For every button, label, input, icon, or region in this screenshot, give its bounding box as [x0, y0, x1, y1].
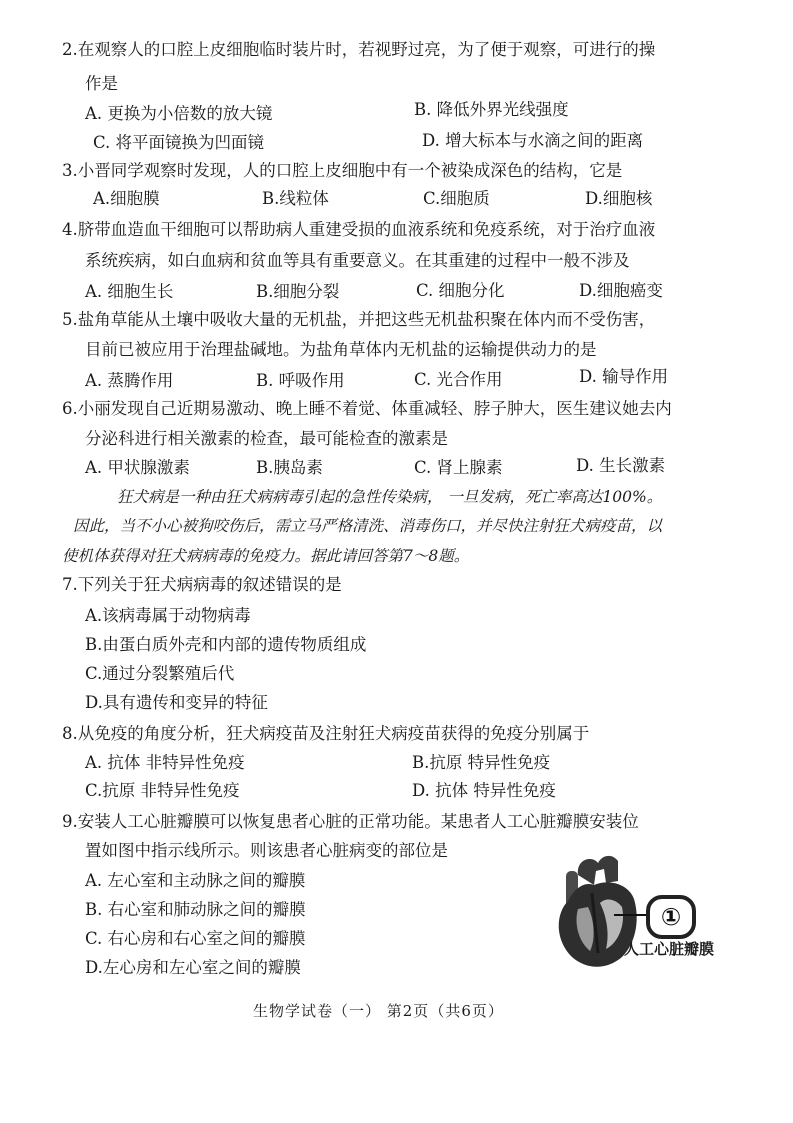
- q5-option-b: B. 呼吸作用: [256, 371, 345, 390]
- q2-option-c: C. 将平面镜换为凹面镜: [93, 133, 265, 152]
- valve-marker-number: ①: [660, 903, 682, 931]
- q3-option-a: A.细胞膜: [93, 189, 160, 208]
- q3-option-c: C.细胞质: [423, 189, 490, 208]
- q9-stem-line1: 9.安装人工心脏瓣膜可以恢复患者心脏的正常功能。某患者人工心脏瓣膜安装位: [62, 812, 639, 831]
- q9-option-d: D.左心房和左心室之间的瓣膜: [85, 958, 301, 977]
- q4-option-a: A. 细胞生长: [85, 282, 174, 301]
- passage-line3: 使机体获得对狂犬病病毒的免疫力。据此请回答第7～8题。: [62, 547, 470, 565]
- q5-option-d: D. 输导作用: [579, 367, 669, 386]
- q6-stem-line1: 6.小丽发现自己近期易激动、晚上睡不着觉、体重减轻、脖子肿大，医生建议她去内: [62, 399, 672, 418]
- q6-stem-line2: 分泌科进行相关激素的检查，最可能检查的激素是: [85, 429, 448, 448]
- q9-option-b: B. 右心室和肺动脉之间的瓣膜: [85, 900, 306, 919]
- q8-stem: 8.从免疫的角度分析，狂犬病疫苗及注射狂犬病疫苗获得的免疫分别属于: [62, 724, 590, 743]
- q2-option-b: B. 降低外界光线强度: [414, 100, 569, 119]
- q6-option-d: D. 生长激素: [576, 456, 666, 475]
- q9-stem-line2: 置如图中指示线所示。则该患者心脏病变的部位是: [85, 841, 448, 860]
- q4-option-d: D.细胞癌变: [579, 281, 663, 300]
- q8-option-d: D. 抗体 特异性免疫: [412, 781, 556, 800]
- q2-option-a: A. 更换为小倍数的放大镜: [85, 104, 273, 123]
- q4-option-c: C. 细胞分化: [416, 281, 505, 300]
- q2-option-d: D. 增大标本与水滴之间的距离: [422, 131, 644, 150]
- q4-option-b: B.细胞分裂: [256, 282, 340, 301]
- q7-option-d: D.具有遗传和变异的特征: [85, 693, 268, 712]
- q3-option-b: B.线粒体: [262, 189, 329, 208]
- q2-stem-line2: 作是: [85, 74, 118, 93]
- q8-option-c: C.抗原 非特异性免疫: [85, 781, 240, 800]
- q5-stem-line1: 5.盐角草能从土壤中吸收大量的无机盐，并把这些无机盐积聚在体内而不受伤害，: [62, 310, 656, 329]
- aorta-shape: [578, 856, 618, 885]
- passage-line1: 狂犬病是一种由狂犬病病毒引起的急性传染病， 一旦发病，死亡率高达100%。: [117, 488, 663, 506]
- q8-option-a: A. 抗体 非特异性免疫: [85, 753, 245, 772]
- q7-stem: 7.下列关于狂犬病病毒的叙述错误的是: [62, 575, 342, 594]
- q3-option-d: D.细胞核: [585, 189, 653, 208]
- q6-option-b: B.胰岛素: [256, 458, 323, 477]
- passage-line2: 因此，当不小心被狗咬伤后，需立马严格清洗、消毒伤口，并尽快注射狂犬病疫苗，以: [73, 517, 663, 535]
- q4-stem-line2: 系统疾病，如白血病和贫血等具有重要意义。在其重建的过程中一般不涉及: [85, 251, 630, 270]
- q9-option-c: C. 右心房和右心室之间的瓣膜: [85, 929, 306, 948]
- q7-option-c: C.通过分裂繁殖后代: [85, 664, 235, 683]
- figure-label: 人工心脏瓣膜: [624, 940, 715, 958]
- q9-option-a: A. 左心室和主动脉之间的瓣膜: [85, 871, 306, 890]
- q3-stem: 3.小晋同学观察时发现，人的口腔上皮细胞中有一个被染成深色的结构，它是: [62, 161, 623, 180]
- q5-option-c: C. 光合作用: [414, 370, 503, 389]
- q6-option-c: C. 肾上腺素: [414, 458, 503, 477]
- page-footer: 生物学试卷（一） 第2页（共6页）: [253, 1002, 504, 1020]
- q8-option-b: B.抗原 特异性免疫: [412, 753, 551, 772]
- q5-stem-line2: 目前已被应用于治理盐碱地。为盐角草体内无机盐的运输提供动力的是: [85, 340, 597, 359]
- q7-option-b: B.由蛋白质外壳和内部的遗传物质组成: [85, 635, 367, 654]
- q7-option-a: A.该病毒属于动物病毒: [85, 606, 251, 625]
- q2-stem-line1: 2.在观察人的口腔上皮细胞临时装片时，若视野过亮，为了便于观察，可进行的操: [62, 40, 656, 59]
- q6-option-a: A. 甲状腺激素: [85, 458, 190, 477]
- q4-stem-line1: 4.脐带血造血干细胞可以帮助病人重建受损的血液系统和免疫系统，对于治疗血液: [62, 220, 656, 239]
- q5-option-a: A. 蒸腾作用: [85, 371, 174, 390]
